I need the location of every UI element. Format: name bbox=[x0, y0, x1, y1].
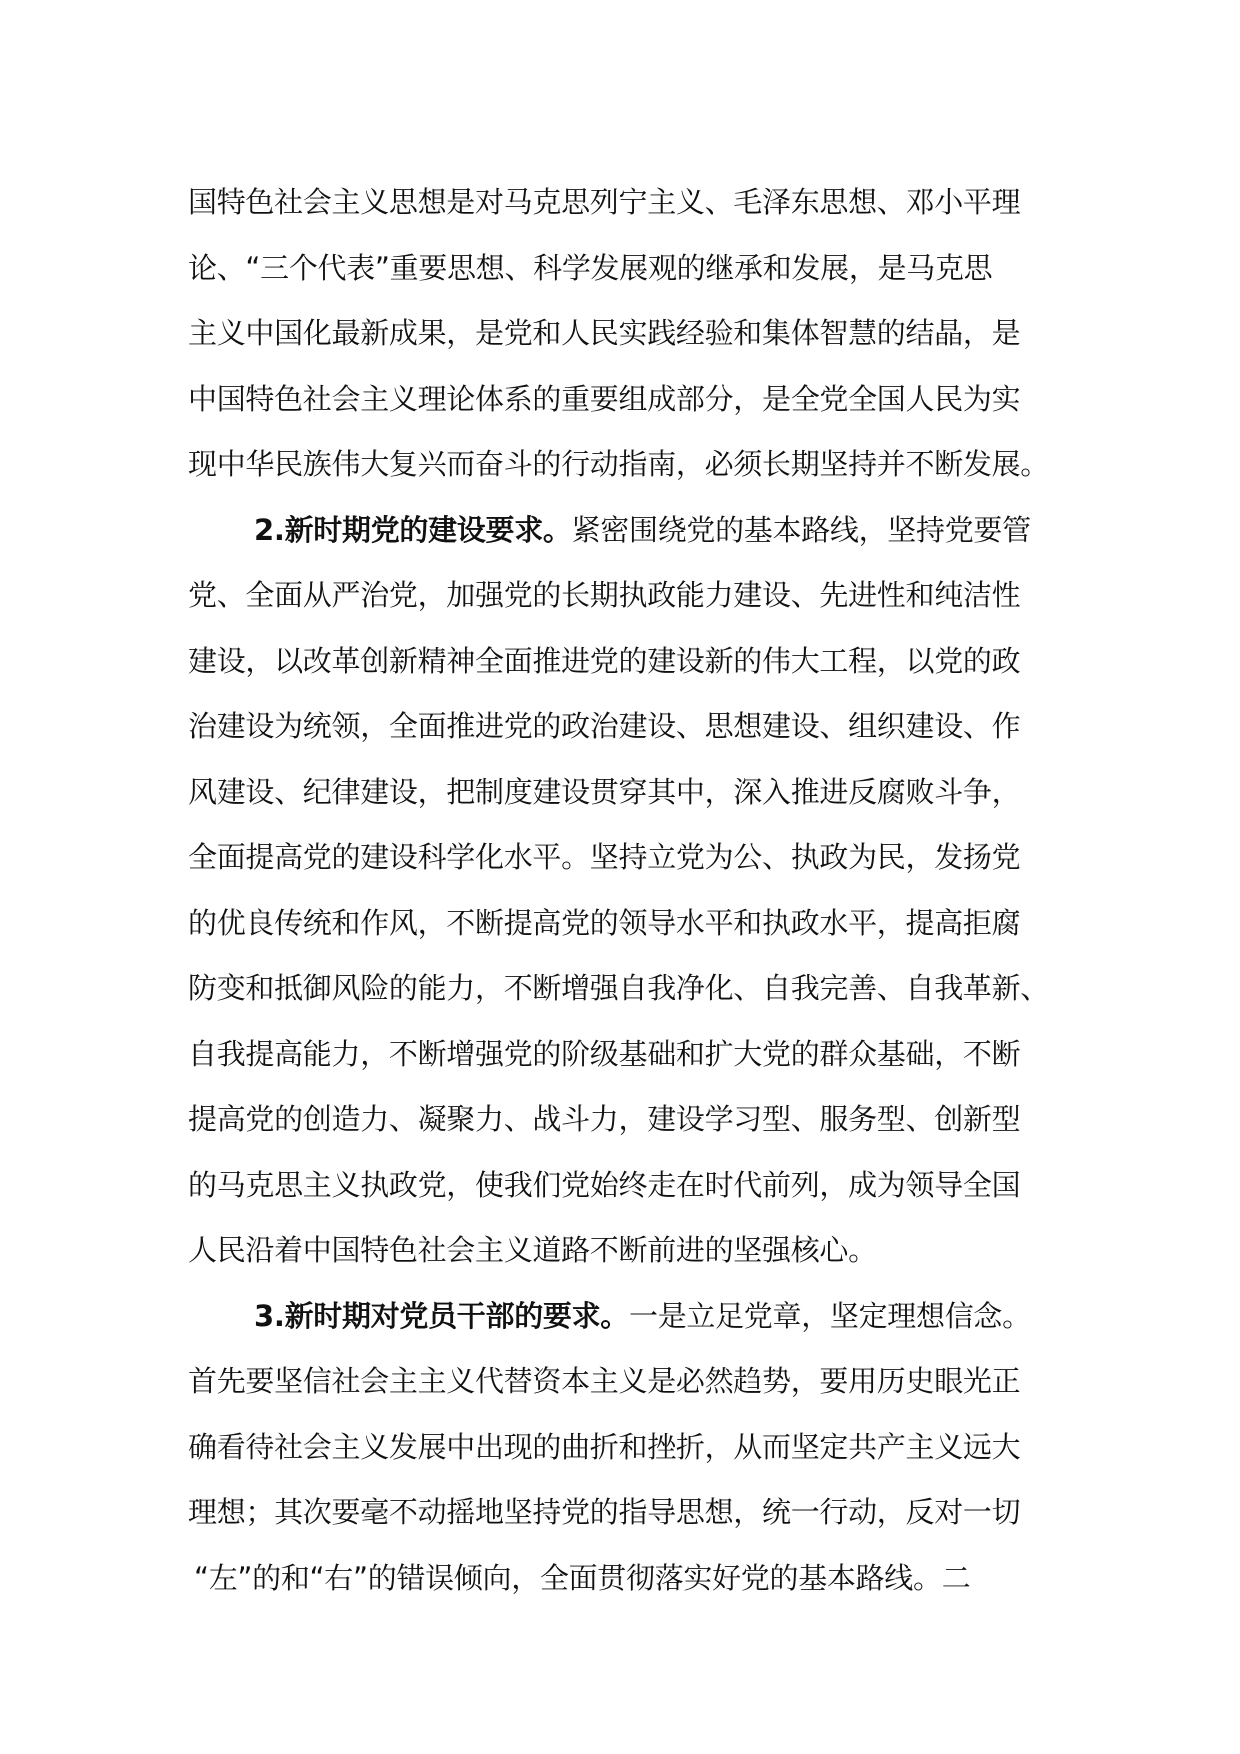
text-line: 确看待社会主义发展中出现的曲折和挫折，从而坚定共产主义远大 bbox=[188, 1429, 1021, 1464]
text-line: 的马克思主义执政党，使我们党始终走在时代前列，成为领导全国 bbox=[188, 1167, 1021, 1202]
text-line: “左”的和“右”的错误倾向，全面贯彻落实好党的基本路线。二 bbox=[194, 1560, 971, 1595]
text-line: 中国特色社会主义理论体系的重要组成部分，是全党全国人民为实 bbox=[188, 381, 1021, 416]
text-line: 治建设为统领，全面推进党的政治建设、思想建设、组织建设、作 bbox=[188, 709, 1021, 743]
section-2-first-line bbox=[188, 498, 1068, 564]
text-line: 论、“三个代表”重要思想、科学发展观的继承和发展，是马克思 bbox=[188, 250, 993, 285]
text-line: 的优良传统和作风，不断提高党的领导水平和执政水平，提高拒腐 bbox=[188, 905, 1021, 940]
text-line: 建设，以改革创新精神全面推进党的建设新的伟大工程，以党的政 bbox=[188, 643, 1021, 678]
text-line: 防变和抵御风险的能力，不断增强自我净化、自我完善、自我革新、 bbox=[188, 971, 1050, 1005]
text-line: 全面提高党的建设科学化水平。坚持立党为公、执政为民，发扬党 bbox=[188, 840, 1021, 874]
text-line: 理想；其次要毫不动摇地坚持党的指导思想，统一行动，反对一切 bbox=[188, 1495, 1021, 1529]
section-3-heading: 3.新时期对党员干部的要求。 bbox=[254, 1298, 629, 1333]
section-2-heading: 2.新时期党的建设要求。 bbox=[254, 512, 572, 547]
text-line: 自我提高能力，不断增强党的阶级基础和扩大党的群众基础，不断 bbox=[188, 1036, 1021, 1071]
text-line: 首先要坚信社会主主义代替资本主义是必然趋势，要用历史眼光正 bbox=[188, 1364, 1021, 1398]
text-line: 党、全面从严治党，加强党的长期执政能力建设、先进性和纯洁性 bbox=[188, 578, 1021, 612]
section-3-lead-text: 一是立足党章，坚定理想信念。 bbox=[629, 1298, 1031, 1333]
body-text bbox=[188, 170, 1068, 1611]
text-line: 提高党的创造力、凝聚力、战斗力，建设学习型、服务型、创新型 bbox=[188, 1102, 1021, 1136]
section-3-first-line bbox=[188, 1284, 1068, 1350]
text-line: 国特色社会主义思想是对马克思列宁主义、毛泽东思想、邓小平理 bbox=[188, 185, 1021, 219]
text-line: 现中华民族伟大复兴而奋斗的行动指南，必须长期坚持并不断发展。 bbox=[188, 447, 1050, 481]
text-line: 人民沿着中国特色社会主义道路不断前进的坚强核心。 bbox=[188, 1233, 877, 1267]
section-2-lead-text: 紧密围绕党的基本路线，坚持党要管 bbox=[571, 512, 1031, 547]
text-line: 主义中国化最新成果，是党和人民实践经验和集体智慧的结晶，是 bbox=[188, 316, 1021, 350]
text-line: 风建设、纪律建设，把制度建设贯穿其中，深入推进反腐败斗争， bbox=[188, 774, 1021, 809]
